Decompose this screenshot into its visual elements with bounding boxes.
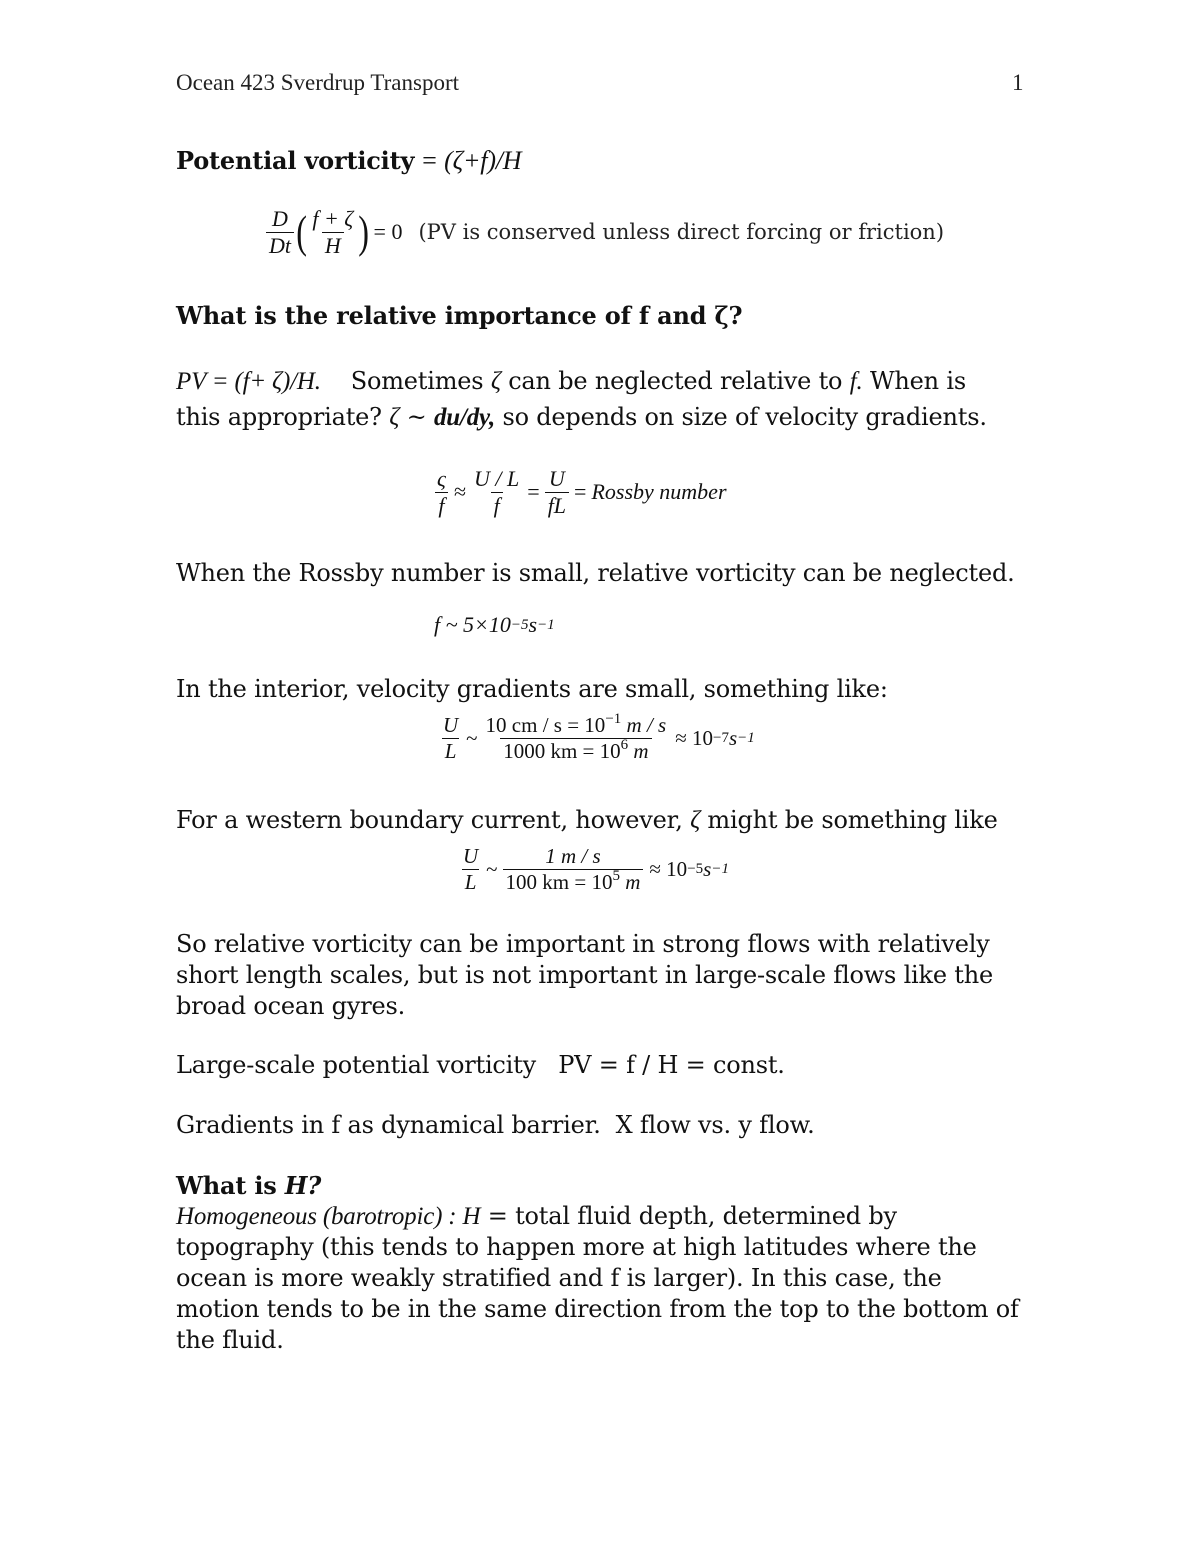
running-header: Ocean 423 Sverdrup Transport: [176, 70, 459, 95]
material-derivative: $\frac{D}{Dt}$: [266, 206, 294, 259]
rossby-number-label: Rossby number: [591, 479, 727, 504]
paragraph-rossby-small: When the Rossby number is small, relative vorticity can be neglected.: [176, 559, 1015, 587]
paragraph-homogeneous: Homogeneous (barotropic) : H = total fluid depth, determined by topography (this tends to happen more at high latitudes where the ocean is more weakly stratified and f is larger). In this case, the motion tends to be in the same direction from the top to the bottom of the fluid.: [176, 1202, 1019, 1354]
page-number: 1: [1012, 70, 1024, 95]
paragraph-line-2: this appropriate? ζ ~ du/dy, so depends on size of velocity gradients.: [176, 403, 987, 431]
eq1-note: (PV is conserved unless direct forcing or friction): [418, 220, 945, 244]
paragraph-relative-vorticity-importance: So relative vorticity can be important in strong flows with relatively short length scales, but is not important in large-scale flows like the broad ocean gyres.: [176, 930, 994, 1020]
left-paren: (: [296, 206, 308, 257]
pv-heading-bold: Potential vorticity: [176, 146, 415, 175]
pv-conservation-equation: [266, 200, 944, 264]
pv-fraction: $\frac{f + \zeta}{H}$: [312, 205, 354, 258]
homogeneous-label: Homogeneous (barotropic) :: [176, 1203, 457, 1230]
paragraph-interior: In the interior, velocity gradients are small, something like:: [176, 675, 888, 703]
paragraph-western-boundary: For a western boundary current, however, ζ might be something like: [176, 806, 998, 834]
rossby-number-equation: $\frac{\varsigma}{f}$ ≈ $\frac{U / L}{f}$ = $\frac{U}{fL}$ = Rossby number: [437, 465, 727, 518]
paragraph-rossby-intro: [176, 366, 987, 433]
pv-heading-formula: = (ζ+f)/H: [414, 146, 522, 175]
paragraph-line-1: PV = (f+ ζ)/H. Sometimes ζ can be neglected relative to f. When is: [176, 367, 966, 395]
western-boundary-gradient-equation: $\frac{U}{L}$ ~ $\frac{1 m / s}{100 km = 10^5 m}$ ≈ 10 −5 s −1: [463, 843, 729, 894]
interior-velocity-gradient-equation: $\frac{U}{L}$ ~ $\frac{10 cm / s = 10^{-1} m / s}{1000 km = 10^6 m}$ ≈ 10 −7 s −1: [443, 710, 755, 763]
eq1-rhs: = 0: [373, 219, 403, 244]
question-relative-importance: What is the relative importance of f and ζ?: [176, 301, 743, 330]
paragraph-large-scale-pv: Large-scale potential vorticity PV = f / H = const.: [176, 1051, 785, 1079]
coriolis-magnitude-equation: f ~ 5×10 −5 s −1: [434, 612, 555, 637]
paragraph-gradients-barrier: Gradients in f as dynamical barrier. X flow vs. y flow.: [176, 1111, 815, 1139]
question-what-is-h: What is H?: [176, 1171, 322, 1200]
right-paren: ): [358, 206, 370, 257]
pv-heading: [176, 145, 521, 176]
